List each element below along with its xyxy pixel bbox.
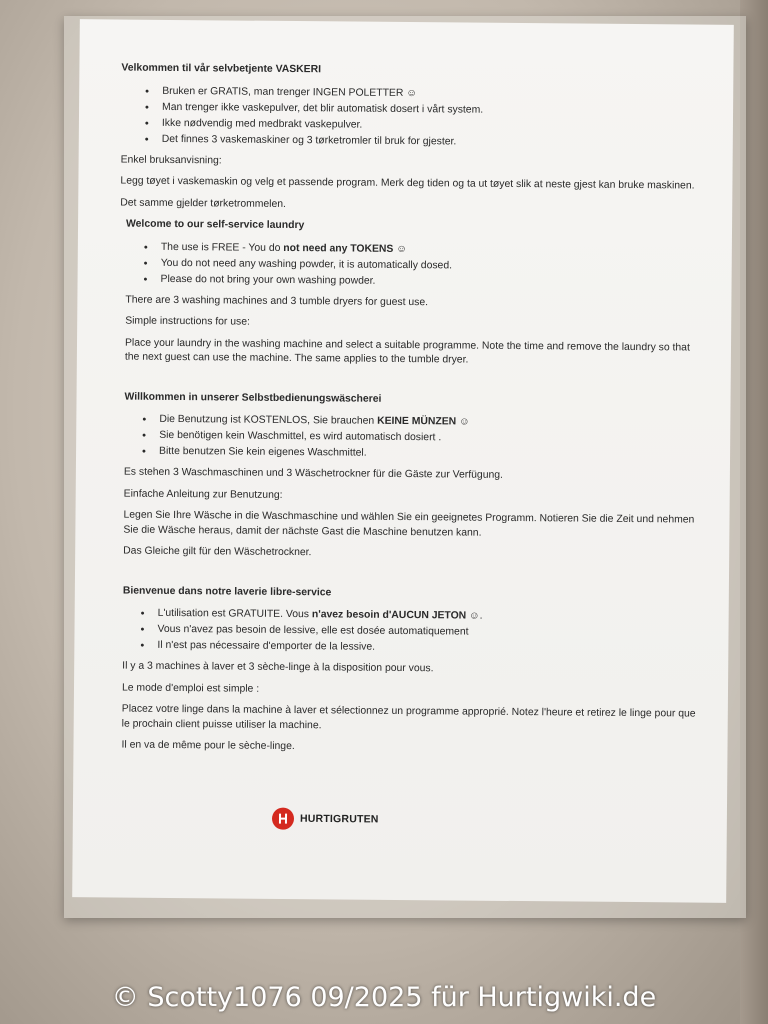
german-bullet1-text: Die Benutzung ist KOSTENLOS, Sie brauchen	[159, 413, 378, 427]
list-item: • Man trenger ikke vaskepulver, det blir automatisk dosert i vårt system.	[121, 99, 701, 120]
german-dryer-note: Das Gleiche gilt für den Wäschetrockner.	[123, 545, 312, 559]
german-machines: Es stehen 3 Waschmaschinen und 3 Wäschetrockner für die Gäste zur Verfügung.	[123, 466, 504, 481]
list-item: • Il n'est pas nécessaire d'emporter de la lessive.	[116, 638, 696, 659]
list-item: • Vous n'avez pas besoin de lessive, elle est dosée automatiquement	[116, 622, 696, 643]
english-heading: Welcome to our self-service laundry	[126, 218, 305, 232]
english-instructions: Place your laundry in the washing machine and select a suitable programme. Note the time and remove the laundry so that the next guest can use the machine. The same applies to the tumble dryer.	[124, 337, 690, 366]
german-bullet1-bold: KEINE MÜNZEN	[377, 415, 457, 428]
french-bullet1-text: L'utilisation est GRATUITE. Vous	[157, 607, 312, 621]
german-instructions-title: Einfache Anleitung zur Benutzung:	[123, 488, 283, 501]
english-bullet1-bold: not need any TOKENS	[283, 242, 394, 255]
smiley: ☺	[456, 416, 470, 428]
list-item: • Bruken er GRATIS, man trenger INGEN POLETTER ☺	[121, 83, 701, 104]
norwegian-dryer-note: Det samme gjelder tørketrommelen.	[120, 197, 287, 210]
hurtigruten-logo-icon	[272, 808, 294, 830]
logo-text: HURTIGRUTEN	[299, 812, 379, 826]
list-item: • Ikke nødvendig med medbrakt vaskepulver.	[121, 115, 701, 136]
french-heading: Bienvenue dans notre laverie libre-service	[122, 585, 332, 598]
french-bullet1-bold: n'avez besoin d'AUCUN JETON	[311, 609, 467, 622]
norwegian-instructions: Legg tøyet i vaskemaskin og velg et passende program. Merk deg tiden og ta ut tøyet slik at neste gjest kan bruke maskinen.	[120, 175, 695, 192]
laundry-notice-sheet	[72, 19, 734, 903]
list-item: • Bitte benutzen Sie kein eigenes Waschmittel.	[118, 444, 698, 465]
smiley: ☺	[393, 243, 407, 255]
list-item: • Sie benötigen kein Waschmittel, es wird automatisch dosiert .	[118, 428, 698, 449]
french-instructions: Placez votre linge dans la machine à laver et sélectionnez un programme approprié. Notez l'heure et retirez le linge pour que le prochain client puisse utiliser la machine.	[121, 703, 696, 731]
hurtigruten-logo	[272, 808, 379, 831]
german-heading: Willkommen in unserer Selbstbedienungswäscherei	[124, 391, 382, 405]
french-machines: Il y a 3 machines à laver et 3 sèche-linge à la disposition pour vous.	[122, 660, 434, 675]
french-instructions-title: Le mode d'emploi est simple :	[121, 682, 260, 695]
list-item: • You do not need any washing powder, it is automatically dosed.	[120, 255, 700, 276]
smiley: ☺.	[466, 610, 483, 622]
norwegian-bullets	[121, 83, 702, 152]
list-item: • Please do not bring your own washing powder.	[120, 271, 700, 292]
french-bullets	[116, 606, 696, 659]
french-dryer-note: Il en va de même pour le sèche-linge.	[121, 739, 295, 753]
german-instructions: Legen Sie Ihre Wäsche in die Waschmaschine und wählen Sie ein geeignetes Programm. Notieren Sie die Zeit und nehmen Sie die Wäsche heraus, damit der nächste Gast die Maschine benutzen kann.	[123, 509, 695, 539]
photo-credit-watermark: © Scotty1076 09/2025 für Hurtigwiki.de	[111, 982, 657, 1013]
english-instructions-title: Simple instructions for use:	[125, 315, 251, 328]
english-bullet1-text: The use is FREE - You do	[160, 241, 284, 254]
german-bullets	[118, 412, 698, 465]
norwegian-instructions-title: Enkel bruksanvisning:	[120, 154, 222, 166]
english-machines: There are 3 washing machines and 3 tumble dryers for guest use.	[125, 294, 429, 308]
english-bullets	[120, 239, 700, 292]
notice-content	[115, 62, 701, 766]
list-item: • Det finnes 3 vaskemaskiner og 3 tørketromler til bruk for gjester.	[121, 131, 701, 152]
norwegian-heading: Velkommen til vår selvbetjente VASKERI	[121, 62, 322, 76]
